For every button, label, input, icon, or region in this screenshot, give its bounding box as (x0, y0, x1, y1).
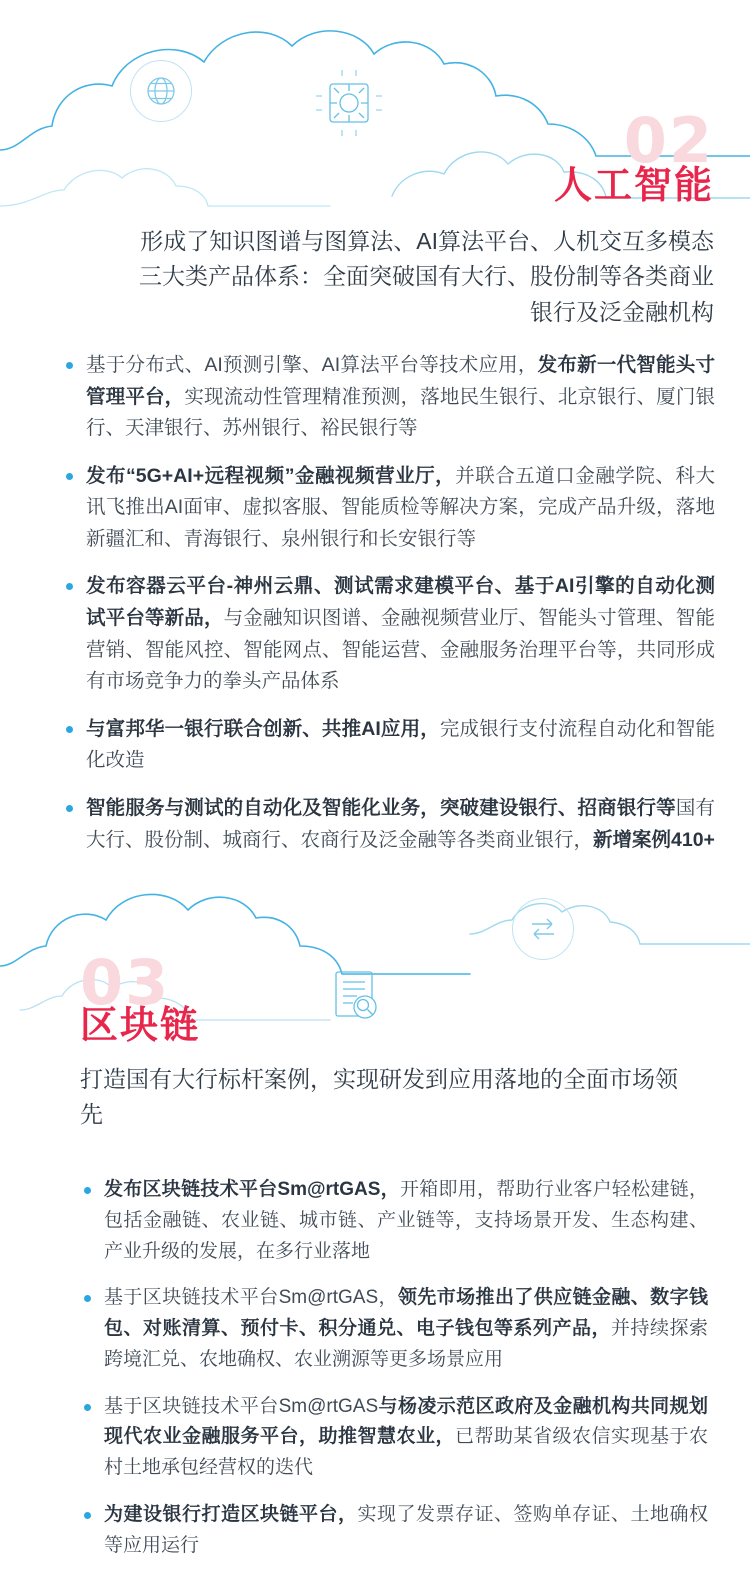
section-02-bullet-list (60, 350, 715, 872)
emphasis-text: 与杨凌示范区政府及金融机构共同规划现代农业金融服务平台，助推智慧农业， (104, 1395, 708, 1448)
section-03-lead: 打造国有大行标杆案例，实现研发到应用落地的全面市场领先 (80, 1065, 678, 1128)
list-item (60, 714, 715, 777)
body-text: 国有大行、股份制、城商行、农商行及泛金融等各类商业银行， (86, 796, 715, 851)
section-02-number: 02 (623, 104, 714, 177)
emphasis-text: 智能服务与测试的自动化及智能化业务，突破建设银行、招商银行等 (86, 796, 676, 819)
list-item (78, 1392, 708, 1484)
body-text: 实现流动性管理精准预测，落地民生银行、北京银行、厦门银行、天津银行、苏州银行、裕民银行等 (86, 385, 715, 440)
section-ai (0, 0, 750, 331)
exchange-arrows-icon (512, 898, 574, 960)
emphasis-text: 领先市场推出了供应链金融、数字钱包、对账清算、预付卡、积分通兑、电子钱包等系列产品， (104, 1287, 708, 1340)
body-text: 开箱即用，帮助行业客户轻松建链，包括金融链、农业链、城市链、产业链等，支持场景开发、生态构建、产业升级的发展，在多行业落地 (104, 1179, 708, 1262)
emphasis-text: 新增案例410+ (593, 828, 715, 851)
body-text: 与金融知识图谱、金融视频营业厅、智能头寸管理、智能营销、智能风控、智能网点、智能运营、金融服务治理平台等，共同形成有市场竞争力的拳头产品体系 (86, 607, 715, 693)
section-03-title: 区块链 (80, 1005, 201, 1047)
list-item (60, 793, 715, 856)
list-item (78, 1175, 708, 1267)
list-item (60, 350, 715, 445)
list-item (60, 571, 715, 697)
body-text: 实现了发票存证、签购单存证、土地确权等应用运行 (104, 1503, 708, 1556)
body-text: 完成银行支付流程自动化和智能化改造 (86, 717, 715, 772)
section-02-lead: 形成了知识图谱与图算法、AI算法平台、人机交互多模态三大类产品体系：全面突破国有大行、股份制等各类商业银行及泛金融机构 (139, 227, 714, 326)
body-text: 基于区块链技术平台Sm@rtGAS， (104, 1287, 398, 1309)
body-text: 已帮助某省级农信实现基于农村土地承包经营权的迭代 (104, 1426, 708, 1479)
section-02-title: 人工智能 (553, 165, 714, 207)
emphasis-text: 发布区块链技术平台Sm@rtGAS， (104, 1179, 400, 1200)
emphasis-text: 与富邦华一银行联合创新、共推AI应用， (86, 717, 440, 740)
body-text: 并联合五道口金融学院、科大讯飞推出AI面审、虚拟客服、智能质检等解决方案，完成产品升级，落地新疆汇和、青海银行、泉州银行和长安银行等 (86, 464, 715, 550)
body-text: 基于区块链技术平台Sm@rtGAS (104, 1395, 379, 1417)
list-item (60, 461, 715, 556)
body-text: 基于分布式、AI预测引擎、AI算法平台等技术应用， (86, 354, 538, 376)
section-03-header (0, 946, 750, 1048)
emphasis-text: 发布容器云平台-神州云鼎、测试需求建模平台、基于AI引擎的自动化测试平台等新品， (86, 575, 715, 630)
list-item (78, 1283, 708, 1375)
emphasis-text: 为建设银行打造区块链平台， (104, 1503, 358, 1525)
emphasis-text: 发布“5G+AI+远程视频”金融视频营业厅， (86, 464, 456, 487)
list-item (78, 1500, 708, 1562)
emphasis-text: 发布新一代智能头寸管理平台， (86, 354, 715, 408)
section-03-bullet-list (78, 1175, 708, 1577)
section-blockchain (0, 946, 750, 1133)
section-03-number: 03 (80, 946, 171, 1019)
section-02-header (0, 0, 750, 208)
body-text: 并持续探索跨境汇兑、农地确权、农业溯源等更多场景应用 (104, 1318, 708, 1370)
